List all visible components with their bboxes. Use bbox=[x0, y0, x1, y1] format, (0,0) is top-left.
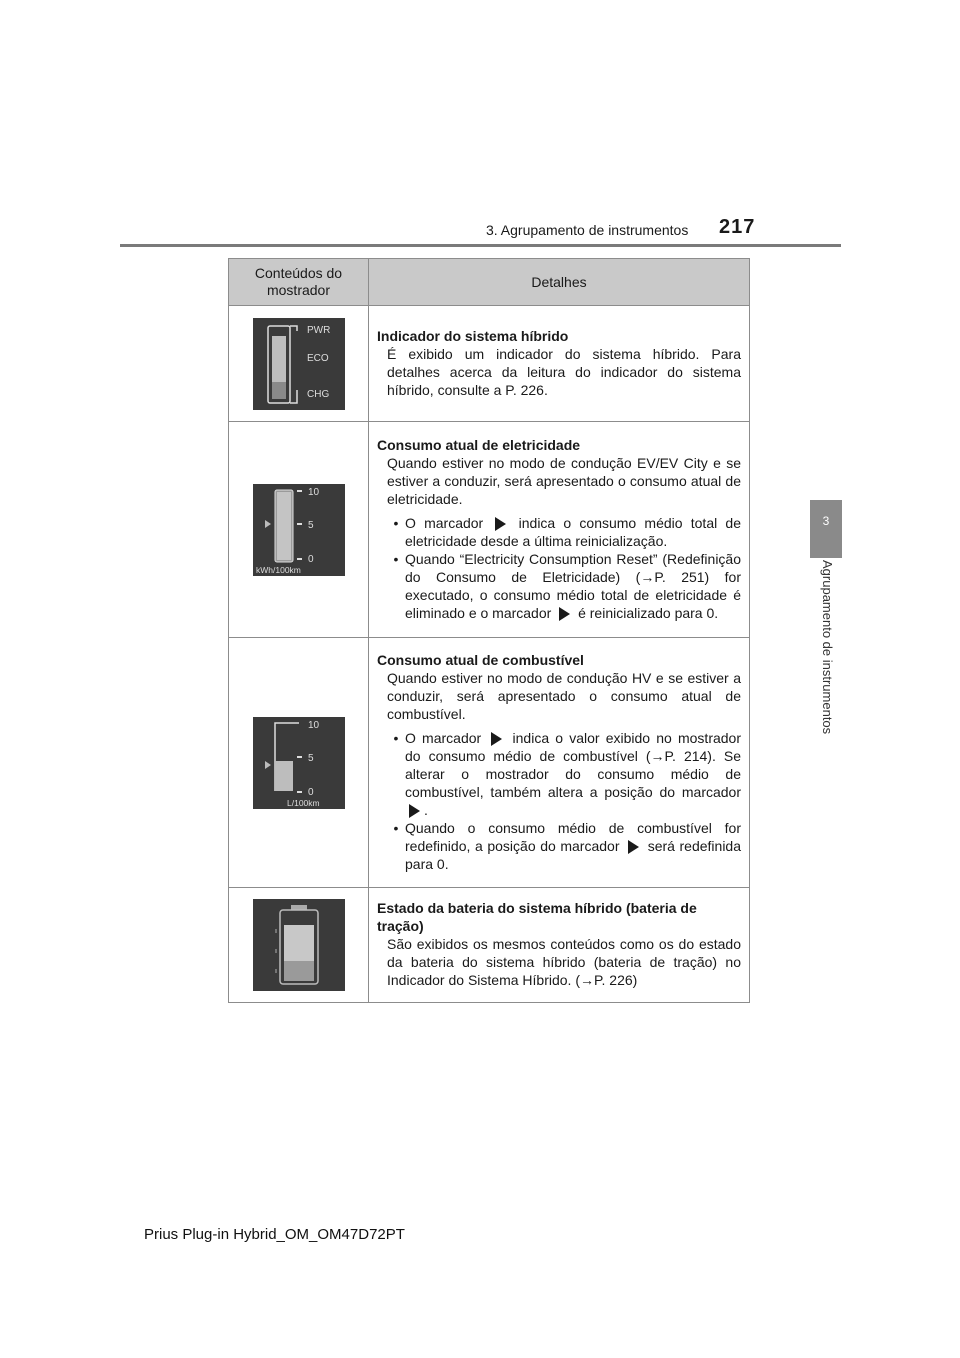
pwr-label: PWR bbox=[306, 324, 330, 336]
unit-label: L/100km bbox=[286, 797, 320, 808]
bullet-text: indica o valor exibido no mostrador do consumo médio de combustível (→P. 214). Se alterar o mostrador do consumo médio de combustível, também altera a posição do marcador bbox=[405, 729, 742, 800]
unit-label: kWh/100km bbox=[255, 564, 301, 575]
marker-icon bbox=[559, 607, 570, 621]
table-row bbox=[229, 638, 750, 888]
display-cell bbox=[229, 638, 369, 888]
row-title: Indicador do sistema híbrido bbox=[377, 327, 569, 344]
table-row bbox=[229, 422, 750, 638]
row-title: Consumo atual de eletricidade bbox=[377, 436, 581, 453]
marker-icon bbox=[495, 517, 506, 531]
marker-icon bbox=[491, 732, 502, 746]
page-number: 217 bbox=[719, 216, 756, 238]
scale-0: 0 bbox=[307, 786, 314, 798]
display-cell bbox=[229, 888, 369, 1003]
chg-label: CHG bbox=[306, 388, 329, 400]
scale-5: 5 bbox=[307, 519, 314, 531]
row-body: Quando estiver no modo de condução HV e se estiver a conduzir, será apresentado o consumo atual de combustível. bbox=[387, 669, 741, 722]
marker-icon bbox=[628, 840, 639, 854]
eco-label: ECO bbox=[306, 352, 329, 364]
row-body: São exibidos os mesmos conteúdos como os do estado da bateria do sistema híbrido (bateria de tração) no Indicador do Sistema Híbrido. (→P. 226) bbox=[387, 936, 741, 988]
display-cell bbox=[229, 422, 369, 638]
chapter-tab-label: Agrupamento de instrumentos bbox=[820, 560, 835, 735]
table-row bbox=[229, 888, 750, 1003]
scale-0: 0 bbox=[307, 553, 314, 565]
row-title: Consumo atual de combustível bbox=[377, 651, 584, 668]
details-cell bbox=[369, 306, 750, 422]
bullet-text: indica o consumo médio total de eletricidade desde a última reinicialização. bbox=[405, 514, 741, 549]
col-header-details: Detalhes bbox=[369, 259, 750, 306]
details-cell bbox=[369, 638, 750, 888]
col-header-contents: Conteúdos do mostrador bbox=[229, 259, 369, 306]
list-item: • O marcador indica o consumo médio total de eletricidade desde a última reinicialização. bbox=[393, 514, 741, 549]
list-item: • O marcador indica o valor exibido no mostrador do consumo médio de combustível (→P. 214). Se alterar o mostrador do consumo médio de combustível, também altera a posição do marcador . bbox=[393, 729, 742, 818]
display-contents-table bbox=[228, 258, 750, 1003]
bullet-text: O marcador bbox=[405, 514, 484, 531]
scale-10: 10 bbox=[307, 719, 319, 731]
bullet-text: O marcador bbox=[405, 729, 482, 746]
electricity-consumption-display bbox=[253, 484, 345, 576]
details-cell bbox=[369, 888, 750, 1003]
bullet-text: Quando “Electricity Consumption Reset” (Redefinição do Consumo de Eletricidade) (→P. 251) for executado, o consumo médio total de eletricidade é eliminado e o marcador bbox=[405, 550, 741, 621]
list-item: • Quando “Electricity Consumption Reset” (Redefinição do Consumo de Eletricidade) (→P. 251) for executado, o consumo médio total de eletricidade é eliminado e o marcador é reinicializado para 0. bbox=[393, 550, 741, 621]
table-row bbox=[229, 306, 750, 422]
list-item: • Quando o consumo médio de combustível for redefinido, a posição do marcador será redefinida para 0. bbox=[393, 819, 742, 872]
row-body: Quando estiver no modo de condução EV/EV City e se estiver a conduzir, será apresentado o consumo atual de eletricidade. bbox=[387, 454, 741, 507]
row-title: Estado da bateria do sistema híbrido (bateria de tração) bbox=[377, 900, 697, 934]
chapter-tab bbox=[810, 500, 842, 558]
marker-icon bbox=[409, 804, 420, 818]
section-title: 3. Agrupamento de instrumentos bbox=[486, 222, 689, 238]
row-body: É exibido um indicador do sistema híbrido. Para detalhes acerca da leitura do indicador do sistema híbrido, consulte a P. 226. bbox=[387, 345, 741, 398]
bullet-text: é reinicializado para 0. bbox=[578, 604, 719, 621]
bullet-text: . bbox=[424, 801, 428, 818]
traction-battery-display bbox=[253, 899, 345, 991]
footer-text: Prius Plug-in Hybrid_OM_OM47D72PT bbox=[144, 1226, 405, 1243]
bullet-text: será redefinida para 0. bbox=[405, 837, 742, 872]
scale-10: 10 bbox=[307, 486, 319, 498]
hybrid-indicator-display bbox=[253, 318, 345, 410]
scale-5: 5 bbox=[307, 752, 314, 764]
header-rule bbox=[120, 244, 841, 247]
display-cell bbox=[229, 306, 369, 422]
table-header-row bbox=[229, 259, 750, 306]
details-cell bbox=[369, 422, 750, 638]
bullet-text: Quando o consumo médio de combustível for redefinido, a posição do marcador bbox=[405, 819, 741, 854]
chapter-number: 3 bbox=[822, 514, 830, 528]
fuel-consumption-display bbox=[253, 717, 345, 809]
